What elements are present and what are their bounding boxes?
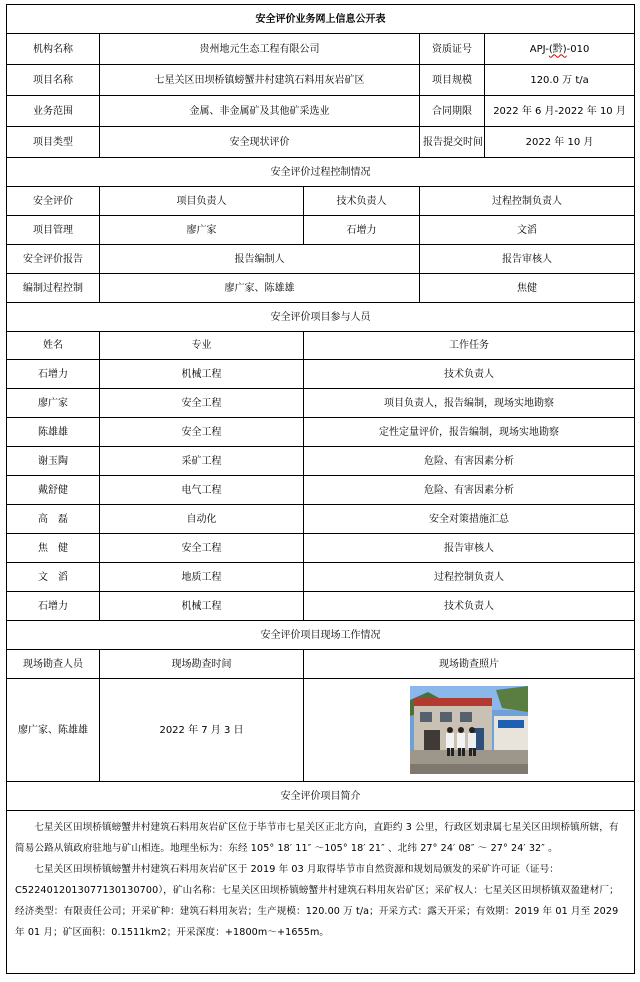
eval-label: 安全评价	[7, 187, 100, 216]
participant-name: 石增力	[7, 592, 100, 621]
participant-task: 报告审核人	[304, 534, 635, 563]
table-row	[7, 447, 635, 476]
cert-province: (黔)	[548, 43, 567, 55]
intro-section-title: 安全评价项目简介	[7, 782, 635, 811]
participant-name: 廖广家	[7, 389, 100, 418]
cert-label: 资质证号	[420, 34, 485, 65]
site-people: 廖广家、陈雄雄	[7, 679, 100, 782]
participant-task: 安全对策措施汇总	[304, 505, 635, 534]
participant-major: 自动化	[100, 505, 304, 534]
term-value: 2022 年 6 月-2022 年 10 月	[485, 96, 635, 127]
participant-major: 机械工程	[100, 360, 304, 389]
site-photo-cell	[304, 679, 635, 782]
site-time-header: 现场勘查时间	[100, 650, 304, 679]
participant-name: 谢玉陶	[7, 447, 100, 476]
scale-label: 项目规模	[420, 65, 485, 96]
submit-value: 2022 年 10 月	[485, 127, 635, 158]
participant-name: 陈雄雄	[7, 418, 100, 447]
reviewer-name: 焦健	[420, 274, 635, 303]
participant-task: 危险、有害因素分析	[304, 447, 635, 476]
type-label: 项目类型	[7, 127, 100, 158]
org-value: 贵州地元生态工程有限公司	[100, 34, 420, 65]
participants-header-task: 工作任务	[304, 332, 635, 360]
intro-body	[7, 811, 635, 974]
participant-task: 过程控制负责人	[304, 563, 635, 592]
participant-task: 技术负责人	[304, 592, 635, 621]
process-section-title: 安全评价过程控制情况	[7, 158, 635, 187]
project-value: 七星关区田坝桥镇螃蟹井村建筑石料用灰岩矿区	[100, 65, 420, 96]
table-row	[7, 534, 635, 563]
writer-names: 廖广家、陈雄雄	[100, 274, 420, 303]
table-row	[7, 592, 635, 621]
participant-major: 安全工程	[100, 418, 304, 447]
org-label: 机构名称	[7, 34, 100, 65]
type-value: 安全现状评价	[100, 127, 420, 158]
site-time: 2022 年 7 月 3 日	[100, 679, 304, 782]
term-label: 合同期限	[420, 96, 485, 127]
table-row	[7, 505, 635, 534]
table-row	[7, 563, 635, 592]
pm-name: 廖广家	[100, 216, 304, 245]
table-title: 安全评价业务网上信息公开表	[7, 5, 635, 34]
mgmt-label: 项目管理	[7, 216, 100, 245]
participant-major: 地质工程	[100, 563, 304, 592]
table-row	[7, 476, 635, 505]
pm-header: 项目负责人	[100, 187, 304, 216]
table-row	[7, 389, 635, 418]
project-label: 项目名称	[7, 65, 100, 96]
participant-major: 采矿工程	[100, 447, 304, 476]
scope-label: 业务范围	[7, 96, 100, 127]
scope-value: 金属、非金属矿及其他矿采选业	[100, 96, 420, 127]
cert-value: APJ-(黔)-010	[485, 34, 635, 65]
participant-name: 高 磊	[7, 505, 100, 534]
ctrl-header: 过程控制负责人	[420, 187, 635, 216]
site-section-title: 安全评价项目现场工作情况	[7, 621, 635, 650]
site-photo-header: 现场勘查照片	[304, 650, 635, 679]
table-row	[7, 418, 635, 447]
participant-major: 电气工程	[100, 476, 304, 505]
participant-major: 安全工程	[100, 534, 304, 563]
site-photo	[410, 686, 528, 774]
participant-major: 机械工程	[100, 592, 304, 621]
participant-name: 文 滔	[7, 563, 100, 592]
participant-name: 焦 健	[7, 534, 100, 563]
participants-header-major: 专业	[100, 332, 304, 360]
submit-label: 报告提交时间	[420, 127, 485, 158]
participant-name: 石增力	[7, 360, 100, 389]
report-label: 安全评价报告	[7, 245, 100, 274]
reviewer-header: 报告审核人	[420, 245, 635, 274]
participant-task: 危险、有害因素分析	[304, 476, 635, 505]
site-people-header: 现场勘查人员	[7, 650, 100, 679]
tech-header: 技术负责人	[304, 187, 420, 216]
disclosure-table	[6, 4, 635, 974]
writer-header: 报告编制人	[100, 245, 420, 274]
ctrl-name: 文滔	[420, 216, 635, 245]
participant-task: 项目负责人，报告编制，现场实地勘察	[304, 389, 635, 418]
participants-header-name: 姓名	[7, 332, 100, 360]
participant-name: 戴舒健	[7, 476, 100, 505]
intro-paragraph: 七星关区田坝桥镇螃蟹井村建筑石料用灰岩矿区位于毕节市七星关区正北方向，直距约 3 公里，行政区划隶属七星关区田坝桥镇所辖，有简易公路从镇政府驻地与矿山相连。地理坐标为：东经 105° 18′ 11″ ～105° 18′ 21″ 、北纬 27° 24′ 08″ ～ 27° 24′ 32″ 。	[15, 822, 619, 854]
intro-paragraph: 七星关区田坝桥镇螃蟹井村建筑石料用灰岩矿区于 2019 年 03 月取得毕节市自然资源和规划局颁发的采矿许可证（证号：C5224012013077130130700），矿山名称：七星关区田坝桥镇螃蟹井村建筑石料用灰岩矿区；采矿权人：七星关区田坝桥镇双盈建材厂；经济类型：有限责任公司；开采矿种：建筑石料用灰岩；生产规模：120.00 万 t/a；开采方式：露天开采；有效期：2019 年 01 月至 2029 年 01 月；矿区面积：0.1511km2；开采深度：+1800m～+1655m。	[15, 864, 619, 938]
tech-name: 石增力	[304, 216, 420, 245]
participant-major: 安全工程	[100, 389, 304, 418]
table-row	[7, 360, 635, 389]
participant-task: 技术负责人	[304, 360, 635, 389]
participant-task: 定性定量评价，报告编制，现场实地勘察	[304, 418, 635, 447]
report-ctrl-label: 编制过程控制	[7, 274, 100, 303]
participants-section-title: 安全评价项目参与人员	[7, 303, 635, 332]
scale-value: 120.0 万 t/a	[485, 65, 635, 96]
